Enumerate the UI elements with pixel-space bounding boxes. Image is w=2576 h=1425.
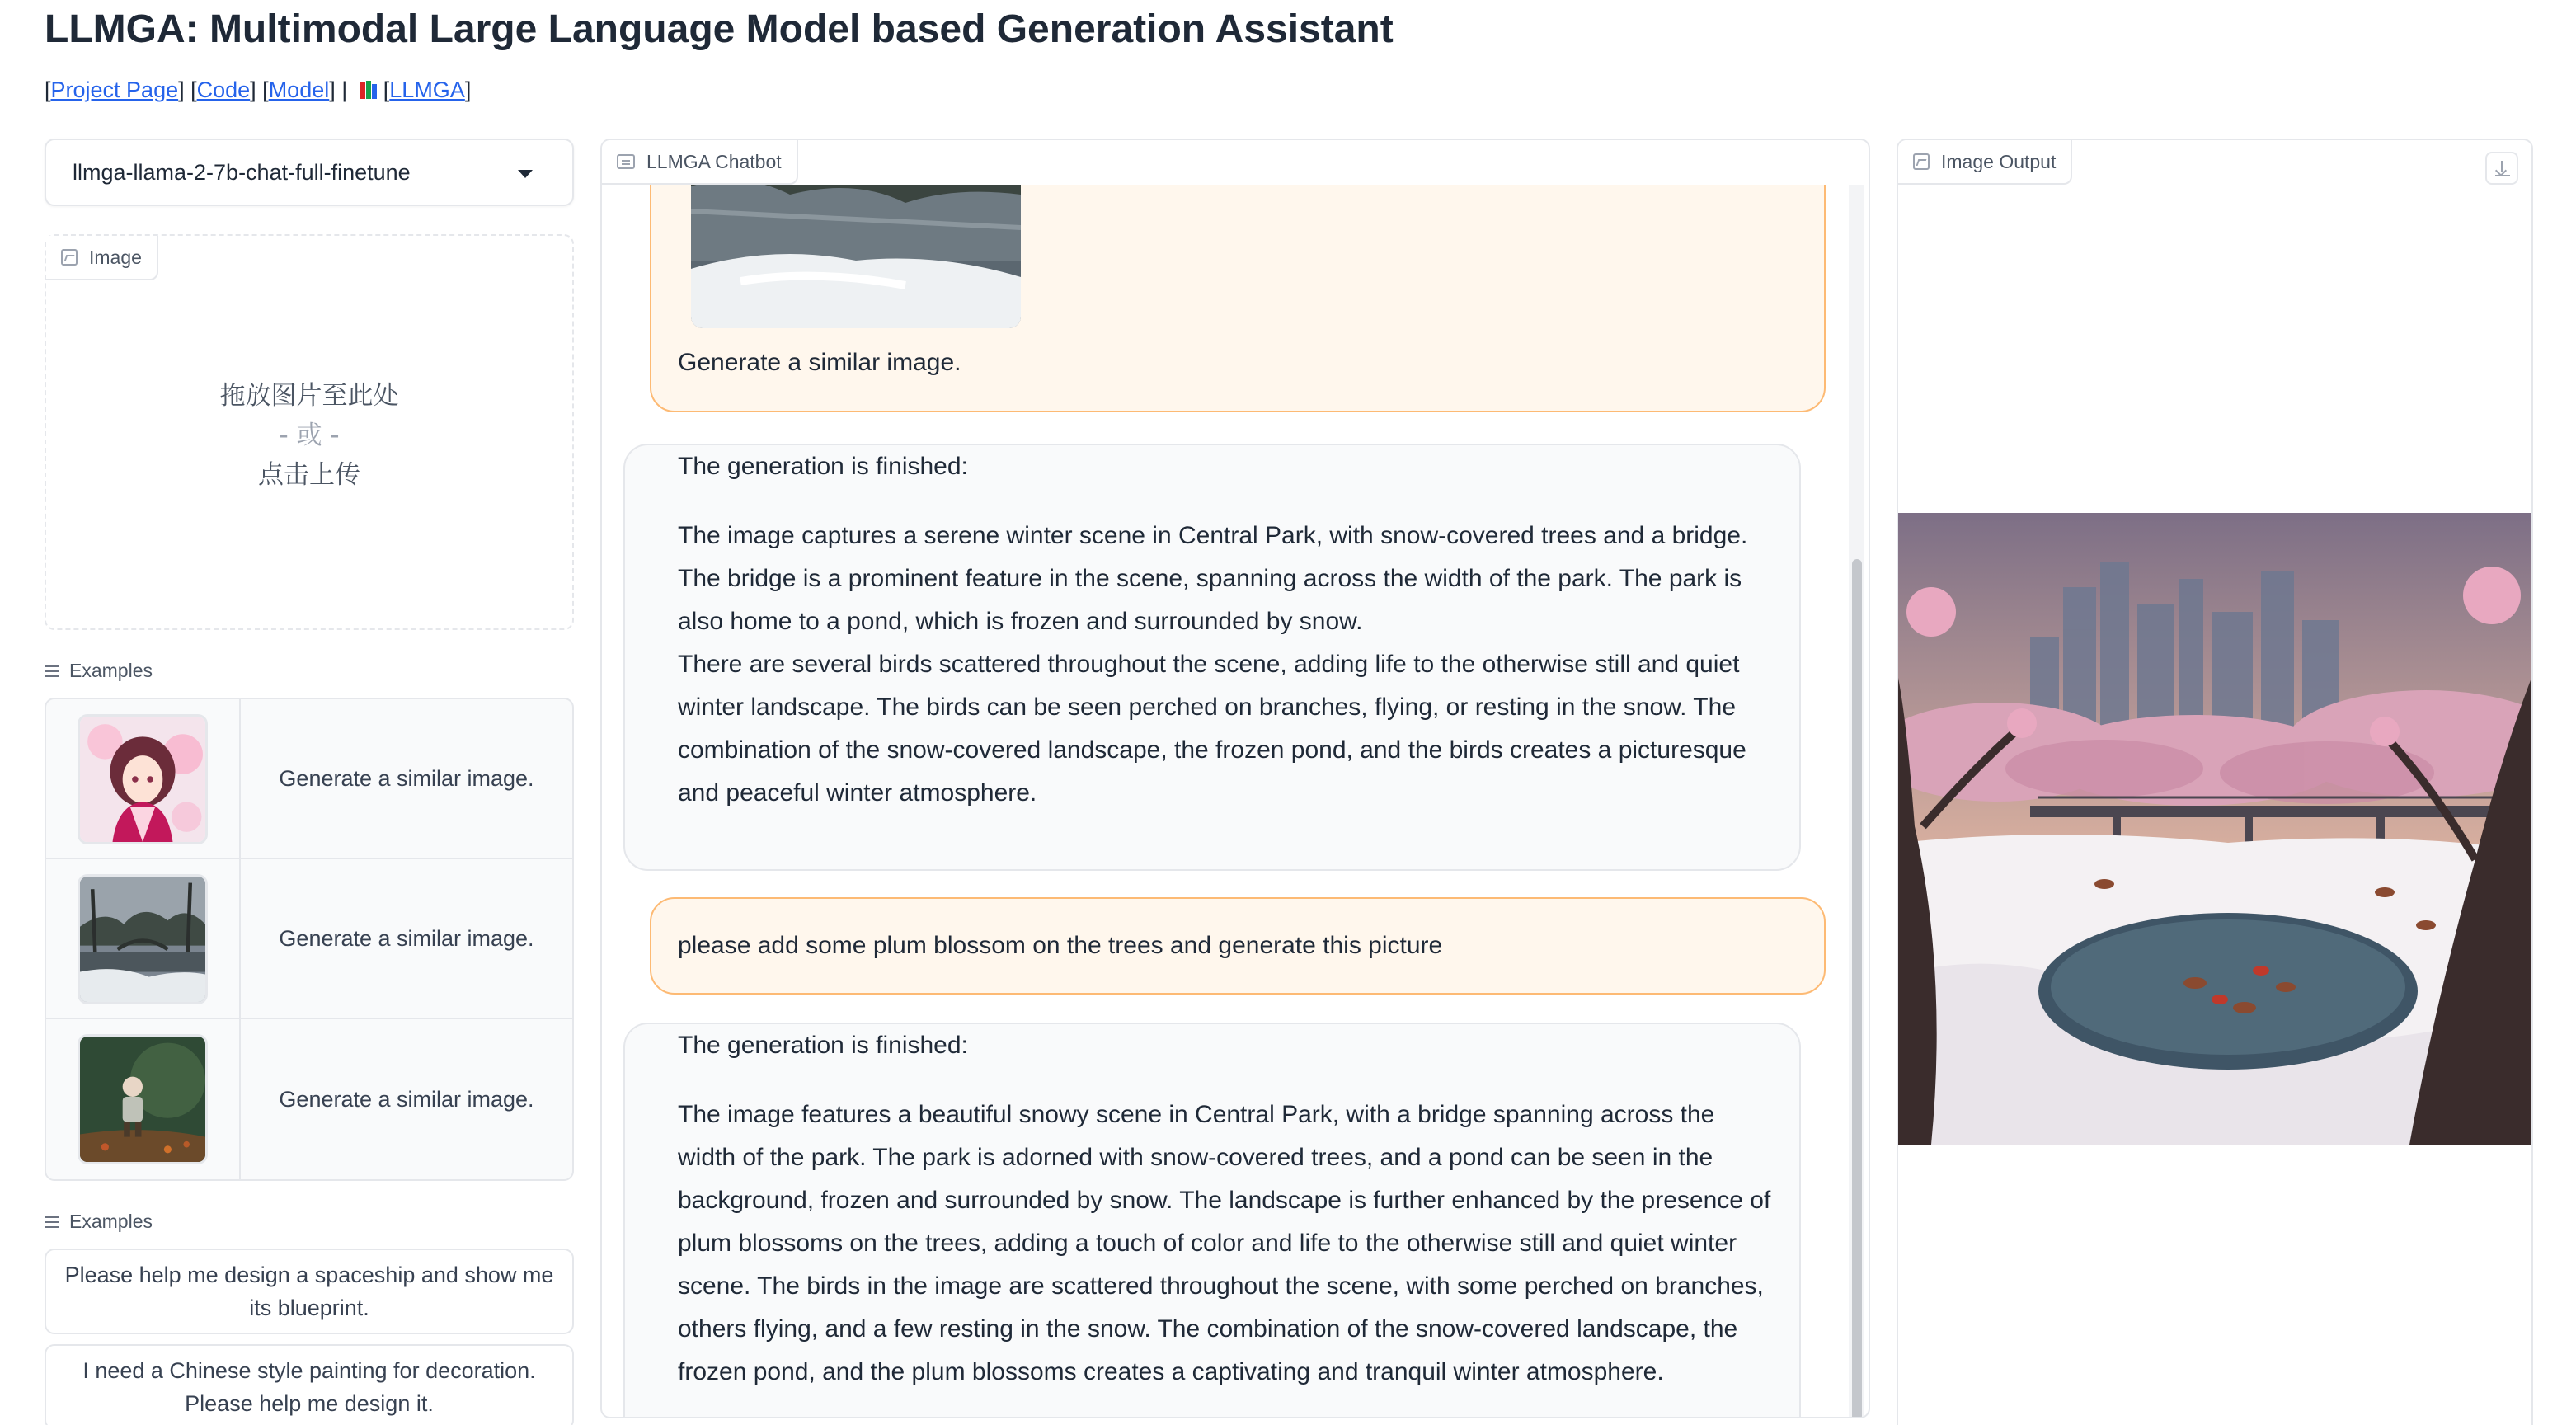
bot-message [623,1023,1801,1417]
list-icon [45,665,59,678]
user-message [650,185,1826,412]
image-output-panel [1897,139,2533,1425]
chevron-down-icon [518,170,533,178]
image-icon [61,249,78,266]
image-icon [1913,153,1930,170]
anime-girl-thumbnail [78,714,208,844]
llmga-link[interactable]: LLMGA [389,78,465,102]
code-link[interactable]: Code [196,78,251,102]
bot-message-paragraph: The image captures a serene winter scene in Central Park, with snow-covered trees and a bridge. The bridge is a prominent feature in the scene, spanning across the width of the park. The park is also home to a pond, which is frozen and surrounded by snow. [678,522,1748,635]
model-dropdown[interactable] [45,139,574,206]
example-prompt-spaceship[interactable]: Please help me design a spaceship and show me its blueprint. [45,1249,574,1334]
model-dropdown-value: llmga-llama-2-7b-chat-full-finetune [73,160,411,185]
example-row[interactable] [46,859,572,1019]
text-examples-label: Examples [45,1211,153,1233]
child-forest-thumbnail [78,1034,208,1164]
upload-instructions: 拖放图片至此处 - 或 - 点击上传 [219,381,399,490]
chat-messages[interactable] [602,185,1849,1417]
user-message [650,897,1826,995]
project-page-link[interactable]: Project Page [50,78,179,102]
list-icon [45,1216,59,1229]
generated-image [1898,513,2531,1145]
user-message-text: please add some plum blossom on the trees and generate this picture [678,932,1443,959]
page-title: LLMGA: Multimodal Large Language Model based Generation Assistant [45,7,1394,51]
example-prompt-text: Generate a similar image. [279,765,534,791]
download-icon[interactable] [2485,152,2518,185]
example-row[interactable] [46,1019,572,1179]
model-link[interactable]: Model [268,78,330,102]
image-examples-label: Examples [45,660,153,682]
chatbot-panel [600,139,1870,1418]
chat-icon [617,154,635,169]
example-prompt-text: Generate a similar image. [279,1086,534,1112]
image-input-label: Image [46,236,158,280]
user-message-text: Generate a similar image. [678,349,961,376]
example-prompt-text: Generate a similar image. [279,925,534,951]
bot-message-heading: The generation is finished: [678,1032,968,1059]
image-upload-dropzone[interactable] [45,234,574,630]
bot-message-heading: The generation is finished: [678,453,968,480]
chat-scrollbar-thumb[interactable] [1852,559,1862,1418]
header-links: [Project Page] [Code] [Model] | [LLMGA] [45,78,472,102]
winter-bridge-thumbnail [78,874,208,1004]
example-prompt-chinese-painting[interactable]: I need a Chinese style painting for decoration. Please help me design it. [45,1344,574,1425]
image-output-label: Image Output [1898,140,2072,185]
uploaded-image-preview [691,185,1021,328]
chatbot-label: LLMGA Chatbot [602,140,798,185]
example-row[interactable] [46,699,572,859]
bot-message [623,444,1801,871]
bot-message-paragraph: The image features a beautiful snowy scene in Central Park, with a bridge spanning across the width of the park. The park is adorned with snow-covered trees, and a pond can be seen in the background, frozen and surrounded by snow. The landscape is further enhanced by the presence of plum blossoms on the trees, adding a touch of color and life to the otherwise still and quiet winter scene. The birds in the image are scattered throughout the scene, with some perched on branches, others flying, and a few resting in the snow. The combination of the snow-covered landscape, the frozen pond, and the plum blossoms creates a captivating and tranquil winter atmosphere. [678,1101,1771,1385]
image-examples-table [45,698,574,1181]
books-icon [359,79,378,101]
bot-message-paragraph: There are several birds scattered throughout the scene, adding life to the otherwise still and quiet winter landscape. The birds can be seen perched on branches, flying, or resting in the snow. The combination of the snow-covered landscape, the frozen pond, and the birds creates a picturesque and peaceful winter atmosphere. [678,651,1746,807]
